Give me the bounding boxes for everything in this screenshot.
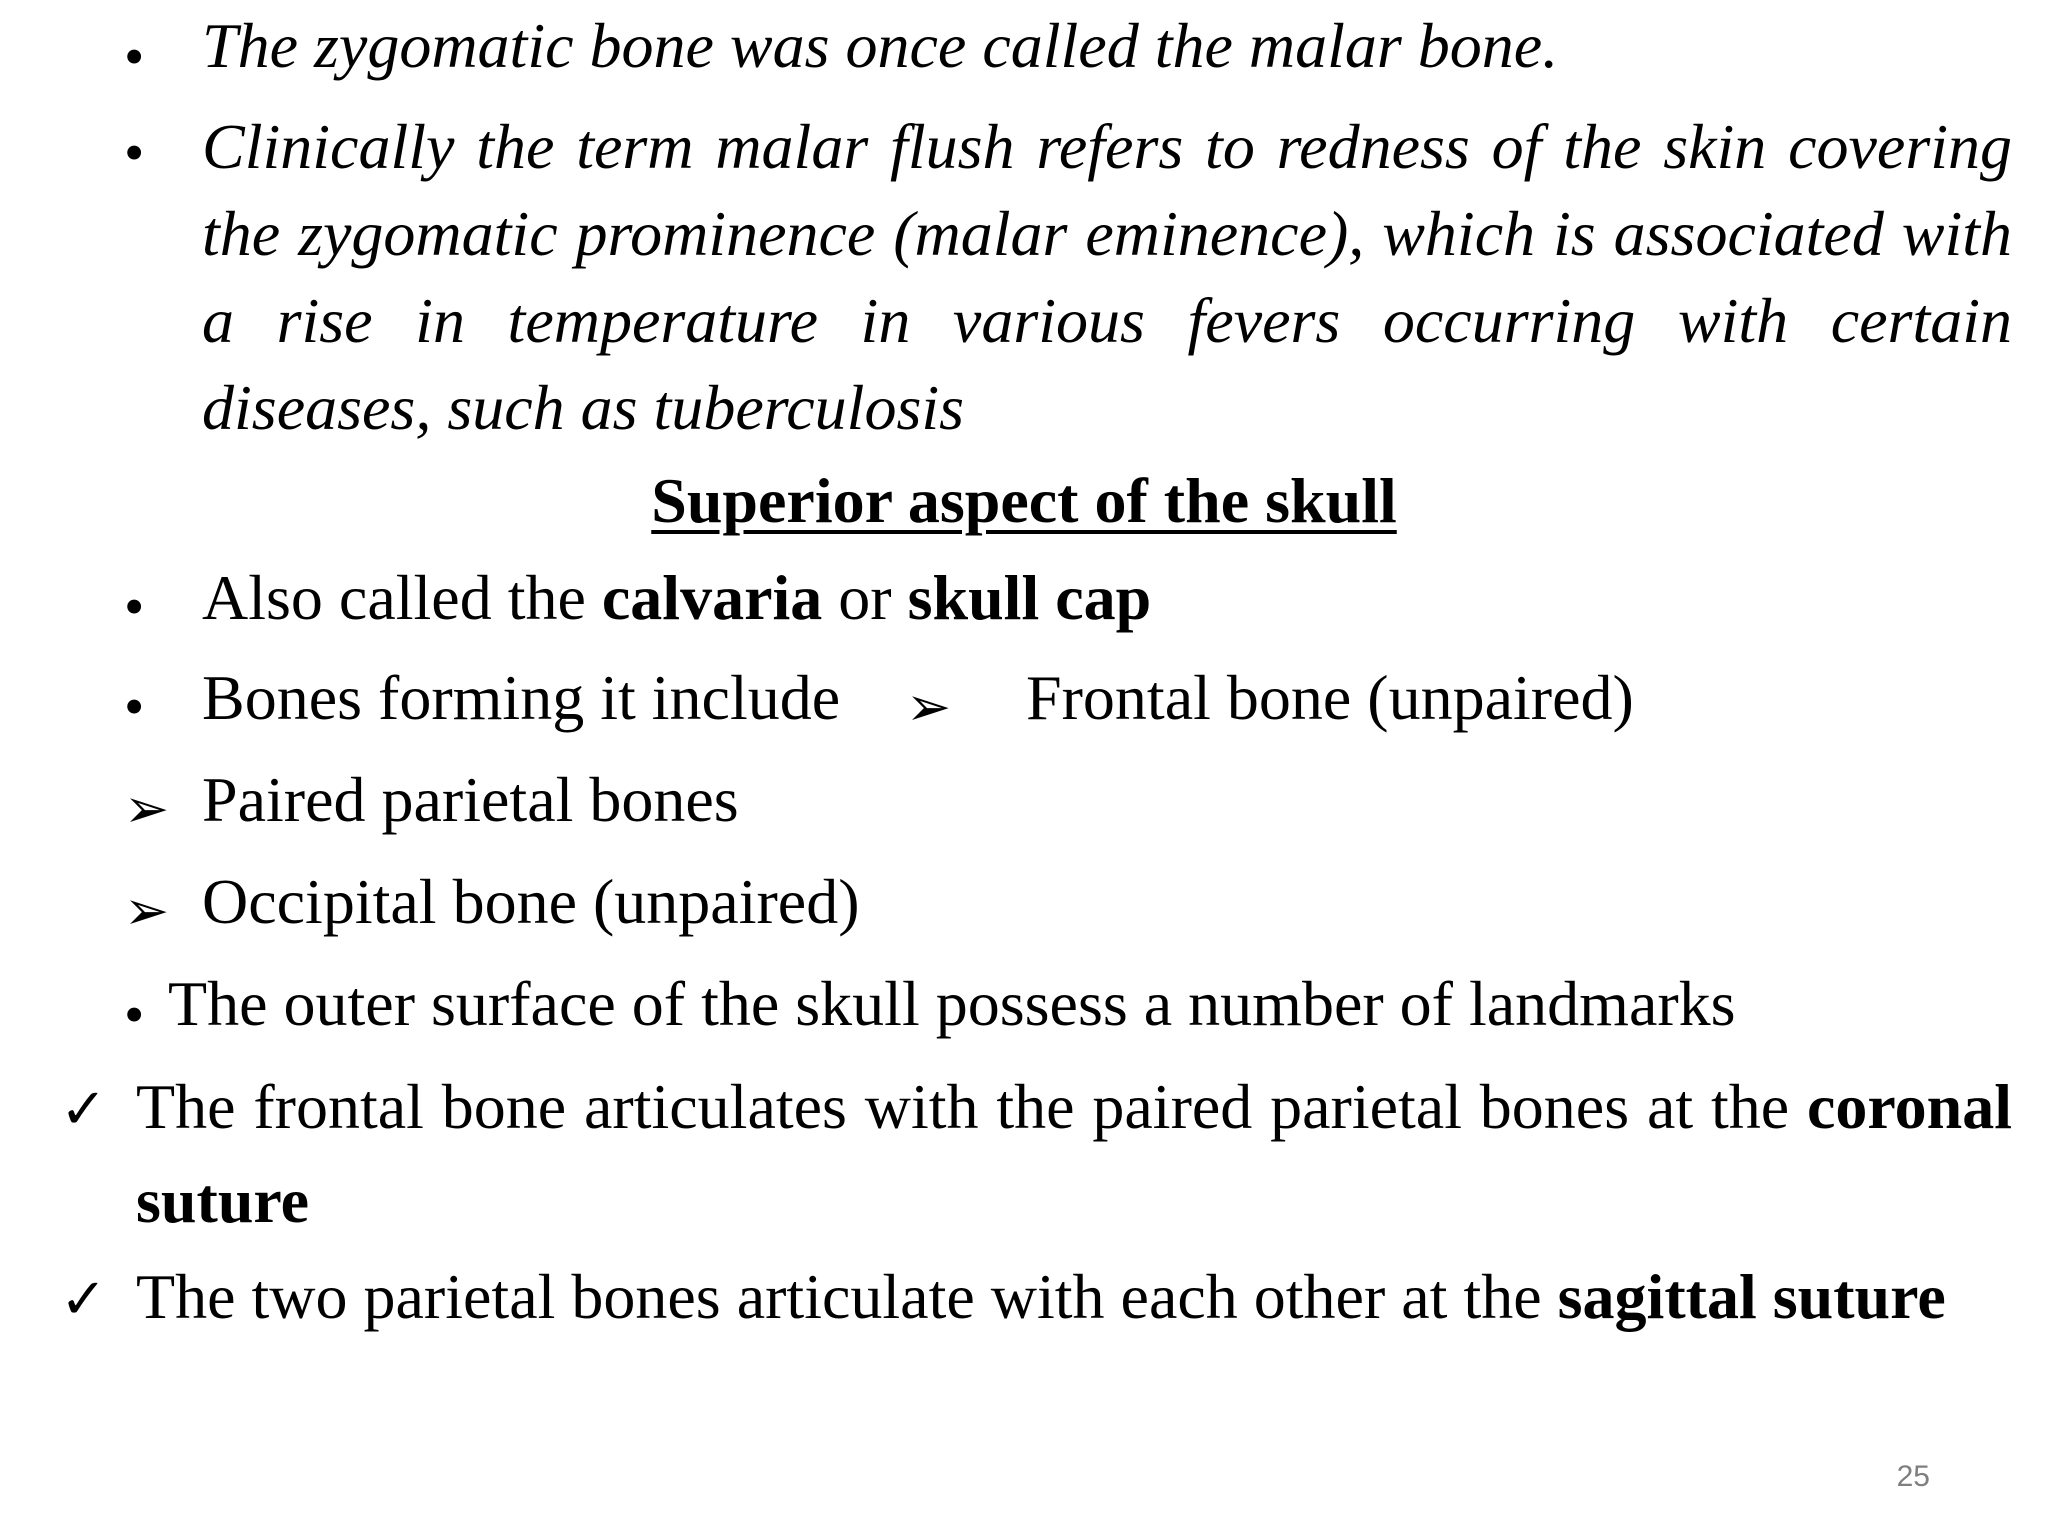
bone-parietal: Paired parietal bones	[202, 764, 739, 835]
arrow-bullet-icon: ➢	[124, 881, 170, 941]
arrow-bullet-icon: ➢	[124, 779, 170, 839]
term-skull-cap: skull cap	[907, 562, 1152, 633]
also-called-line	[202, 560, 1151, 637]
check-icon: ✓	[60, 1269, 107, 1331]
coronal-text: The frontal bone articulates with the paired parietal bones at the	[136, 1071, 1807, 1142]
bone-frontal: Frontal bone (unpaired)	[1026, 662, 1634, 733]
intro-item-2: Clinically the term malar flush refers to redness of the skin covering the zygomatic prominence (malar eminence), which is associated with a rise in temperature in various fevers occurring with certain diseases, such as tuberculosis	[202, 111, 2012, 443]
also-called-middle: or	[822, 562, 908, 633]
term-sagittal-suture: sagittal suture	[1557, 1261, 1946, 1332]
bullet-dot: •	[124, 120, 145, 185]
sagittal-item	[136, 1250, 2016, 1344]
sagittal-text: The two parietal bones articulate with each other at the	[136, 1261, 1558, 1332]
bullet-dot: •	[124, 674, 145, 739]
arrow-bullet-icon: ➢	[906, 677, 952, 737]
term-coronal-suture: coronal suture	[136, 1071, 2012, 1236]
coronal-item	[136, 1060, 2012, 1248]
also-called-prefix: Also called the	[202, 562, 602, 633]
intro-item-1: The zygomatic bone was once called the malar bone.	[202, 10, 1559, 81]
section-heading: Superior aspect of the skull	[651, 465, 1397, 536]
term-calvaria: calvaria	[601, 562, 823, 633]
check-icon: ✓	[60, 1079, 107, 1141]
bone-occipital: Occipital bone (unpaired)	[202, 866, 860, 937]
bones-intro: Bones forming it include	[202, 662, 841, 733]
bullet-dot: •	[124, 982, 145, 1047]
bullet-dot: •	[124, 24, 145, 89]
page-number: 25	[1896, 1460, 1930, 1493]
landmarks-text: The outer surface of the skull possess a number of landmarks	[168, 968, 1736, 1039]
bullet-dot: •	[124, 574, 145, 639]
